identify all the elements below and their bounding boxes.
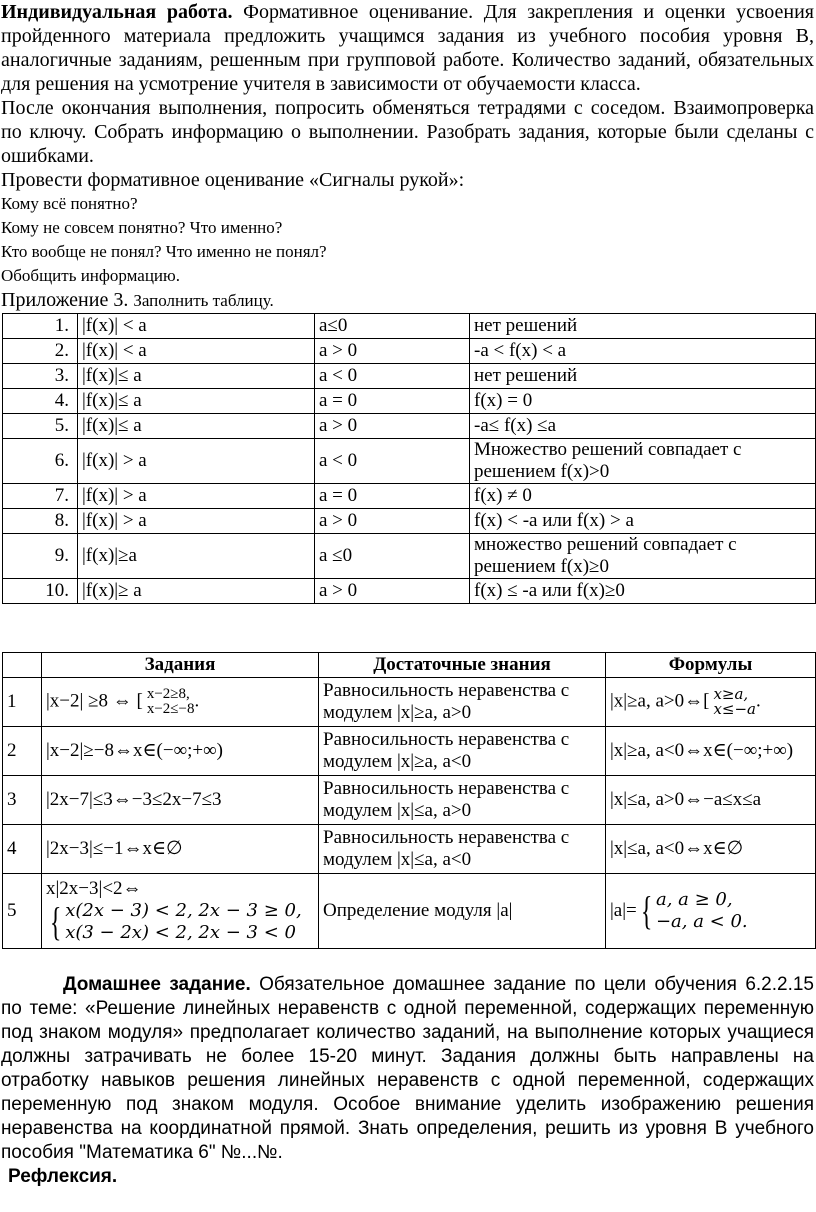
table-row	[3, 439, 816, 484]
table-row	[3, 534, 816, 579]
header-number	[3, 653, 42, 678]
formula-cell: |x|≤a, a<0⇔x∈∅	[606, 825, 816, 874]
left-brace-icon: {	[49, 899, 62, 944]
intro-paragraph-2: После окончания выполнения, попросить обменяться тетрадями с соседом. Взаимопроверка по ключу. Собрать информацию о выполнении. Разобрать задания, которые были сделаны с ошибками.	[1, 97, 814, 167]
condition-cell: a < 0	[315, 364, 470, 389]
solution-cell: множество решений совпадает с решением f(x)≥0	[470, 534, 816, 579]
solution-cell: нет решений	[470, 364, 816, 389]
row-number: 3	[3, 776, 42, 825]
inequality-cell: |f(x)|≤ a	[78, 364, 315, 389]
task-cell: |x−2|≥−8⇔x∈(−∞;+∞)	[42, 727, 319, 776]
condition-cell: a ≤0	[315, 534, 470, 579]
question-1: Кому всё понятно?	[1, 194, 138, 213]
intro-paragraph-1: Индивидуальная работа. Формативное оценивание. Для закрепления и оценки усвоения пройденного материала предложить учащимся задания из учебного пособия уровня В, аналогичные заданиям, решенным при групповой работе. Количество заданий, обязательных для решения на усмотрение учителя в зависимости от обучаемости класса.	[1, 1, 814, 95]
solution-cell: -a≤ f(x) ≤a	[470, 414, 816, 439]
condition-cell: a = 0	[315, 484, 470, 509]
inequality-cell: |f(x)|≥ a	[78, 579, 315, 604]
row-number: 4	[3, 825, 42, 874]
condition-cell: a≤0	[315, 314, 470, 339]
appendix-title: Приложение 3. Заполнить таблицу.	[1, 289, 274, 311]
inequality-cell: |f(x)| > a	[78, 484, 315, 509]
knowledge-cell: Равносильность неравенства с модулем |x|≤a, a<0	[319, 825, 606, 874]
question-4: Обобщить информацию.	[1, 266, 180, 285]
header-formulas: Формулы	[606, 653, 816, 678]
condition-cell: a > 0	[315, 579, 470, 604]
table-row	[3, 389, 816, 414]
row-number: 1.	[3, 314, 78, 339]
table-row	[3, 339, 816, 364]
condition-cell: a = 0	[315, 389, 470, 414]
inequality-cell: |f(x)| < a	[78, 314, 315, 339]
inequality-cell: |f(x)| < a	[78, 339, 315, 364]
row-number: 5.	[3, 414, 78, 439]
solution-cell: -a < f(x) < a	[470, 339, 816, 364]
bracket-system: x≥a, x≤−a	[713, 685, 756, 718]
homework-paragraph: Домашнее задание. Обязательное домашнее задание по цели обучения 6.2.2.15 по теме: «Решение линейных неравенств с одной переменной, содержащих переменную под знаком модуля» предполагает количество заданий, на выполнение которых учащиеся должны затрачивать не более 15-20 минут. Задания должны быть направлены на отработку навыков решения линейных неравенств с одной переменной, содержащих переменную под знаком модуля. Особое внимание уделить изображению решения неравенства на координатной прямой. Знать определения, решить из уровня В учебного пособия "Математика 6" №...№.	[1, 974, 814, 1163]
condition-cell: a > 0	[315, 509, 470, 534]
table-row	[3, 414, 816, 439]
formula-cell: |x|≤a, a>0⇔−a≤x≤a	[606, 776, 816, 825]
task-cell: |2x−7|≤3⇔−3≤2x−7≤3	[42, 776, 319, 825]
table-row	[3, 579, 816, 604]
table-row	[3, 314, 816, 339]
solution-cell: нет решений	[470, 314, 816, 339]
table-row	[3, 825, 816, 874]
row-number: 1	[3, 678, 42, 727]
table-row	[3, 364, 816, 389]
row-number: 2.	[3, 339, 78, 364]
knowledge-cell: Равносильность неравенства с модулем |x|≥a, a<0	[319, 727, 606, 776]
table-row	[3, 874, 816, 949]
row-number: 8.	[3, 509, 78, 534]
formula-cell: |a|= { a, a ≥ 0, −a, a < 0.	[606, 874, 816, 949]
formula-cell: |x|≥a, a<0⇔x∈(−∞;+∞)	[606, 727, 816, 776]
row-number: 7.	[3, 484, 78, 509]
solution-cell: f(x) ≤ -a или f(x)≥0	[470, 579, 816, 604]
table-row	[3, 509, 816, 534]
row-number: 6.	[3, 439, 78, 484]
table-row	[3, 484, 816, 509]
homework-heading: Домашнее задание.	[63, 974, 251, 995]
tasks-table-header	[3, 653, 816, 678]
row-number: 4.	[3, 389, 78, 414]
tasks-table	[2, 652, 816, 949]
header-tasks: Задания	[42, 653, 319, 678]
question-3: Кто вообще не понял? Что именно не понял?	[1, 242, 327, 261]
solution-cell: f(x) ≠ 0	[470, 484, 816, 509]
table-row	[3, 727, 816, 776]
inequality-table	[2, 313, 816, 604]
solution-cell: Множество решений совпадает с решением f(x)>0	[470, 439, 816, 484]
case-system: { x(2x − 3) < 2, 2x − 3 ≥ 0, x(3 − 2x) < 2, 2x − 3 < 0	[49, 899, 302, 944]
table-row	[3, 776, 816, 825]
individual-work-heading: Индивидуальная работа.	[1, 1, 233, 23]
condition-cell: a < 0	[315, 439, 470, 484]
condition-cell: a > 0	[315, 339, 470, 364]
header-knowledge: Достаточные знания	[319, 653, 606, 678]
inequality-cell: |f(x)|≤ a	[78, 389, 315, 414]
left-brace-icon: {	[640, 888, 653, 933]
reflection-heading: Рефлексия.	[8, 1166, 118, 1187]
inequality-cell: |f(x)| > a	[78, 509, 315, 534]
task-cell: |x−2| ≥8 ⇔ [ x−2≥8, x−2≤−8.	[42, 678, 319, 727]
row-number: 3.	[3, 364, 78, 389]
inequality-cell: |f(x)|≤ a	[78, 414, 315, 439]
table-row	[3, 678, 816, 727]
condition-cell: a > 0	[315, 414, 470, 439]
row-number: 5	[3, 874, 42, 949]
solution-cell: f(x) = 0	[470, 389, 816, 414]
knowledge-cell: Равносильность неравенства с модулем |x|≤a, a>0	[319, 776, 606, 825]
row-number: 2	[3, 727, 42, 776]
row-number: 10.	[3, 579, 78, 604]
intro-paragraph-3: Провести формативное оценивание «Сигналы рукой»:	[1, 169, 465, 191]
inequality-cell: |f(x)|≥a	[78, 534, 315, 579]
knowledge-cell: Равносильность неравенства с модулем |x|≥a, a>0	[319, 678, 606, 727]
task-cell: x|2x−3|<2⇔ { x(2x − 3) < 2, 2x − 3 ≥ 0, x(3 − 2x) < 2, 2x − 3 < 0	[42, 874, 319, 949]
formula-cell: |x|≥a, a>0⇔[ x≥a, x≤−a.	[606, 678, 816, 727]
question-2: Кому не совсем понятно? Что именно?	[1, 218, 283, 237]
knowledge-cell: Определение модуля |a|	[319, 874, 606, 949]
bracket-system: x−2≥8, x−2≤−8	[146, 686, 195, 717]
row-number: 9.	[3, 534, 78, 579]
solution-cell: f(x) < -a или f(x) > a	[470, 509, 816, 534]
task-cell: |2x−3|≤−1⇔x∈∅	[42, 825, 319, 874]
inequality-cell: |f(x)| > a	[78, 439, 315, 484]
